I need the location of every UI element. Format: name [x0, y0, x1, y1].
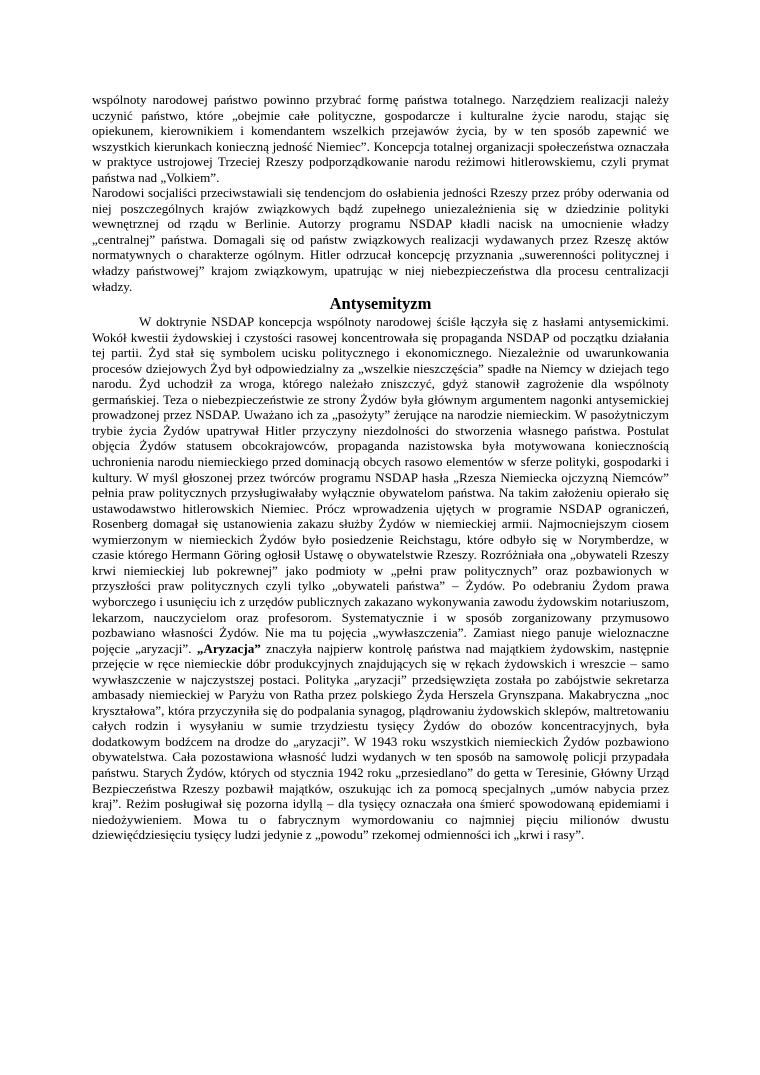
document-page [92, 92, 669, 843]
paragraph-totalitarian-state: wspólnoty narodowej państwo powinno przybrać formę państwa totalnego. Narzędziem realizacji należy uczynić państwo, które „obejmie całe polityczne, gospodarcze i kulturalne życie narodu, stając się opiekunem, kierownikiem i komendantem wszelkich przejawów życia, by w ten sposób zapewnić we wszystkich kierunkach konieczną jedność Niemiec”. Koncepcja totalnej organizacji społeczeństwa oznaczała w praktyce ustrojowej Trzeciej Rzeszy podporządkowanie narodu reżimowi hitlerowskiemu, czyli prymat państwa nad „Volkiem”. [92, 92, 669, 185]
section-heading: Antysemityzm [329, 294, 432, 314]
paragraph-antisemitism [92, 314, 669, 843]
paragraph-centralization: Narodowi socjaliści przeciwstawiali się tendencjom do osłabienia jedności Rzeszy przez próby oderwania od niej poszczególnych krajów związkowych bądź zupełnego uniezależnienia się w dziedzinie polityki wewnętrznej od rządu w Berlinie. Autorzy programu NSDAP kładli nacisk na umocnienie władzy „centralnej” państwa. Domagali się od państw związkowych realizacji wydawanych przez Rzeszę aktów normatywnych o charakterze ogólnym. Hitler odrzucał koncepcję przyznania „suwerenności politycznej i władzy państwowej” krajom związkowym, upatrując w niej niebezpieczeństwa dla procesu centralizacji władzy. [92, 185, 669, 294]
paragraph-antisemitism-part1: W doktrynie NSDAP koncepcja wspólnoty narodowej ściśle łączyła się z hasłami antysemickimi. Wokół kwestii żydowskiej i czystości rasowej koncentrowała się propaganda NSDAP od początku działania tej partii. Żyd stał się symbolem ucisku politycznego i ekonomicznego. Niezależnie od uwarunkowania procesów dziejowych Żyd był odpowiedzialny za „wszelkie nieszczęścia” spadłe na Niemcy w dziejach tego narodu. Żyd uchodził za wroga, którego należało zniszczyć, gdyż stanowił zagrożenie dla wspólnoty germańskiej. Teza o niebezpieczeństwie ze strony Żydów była głównym argumentem nagonki antysemickiej prowadzonej przez NSDAP. Uważano ich za „pasożyty” żerujące na narodzie niemieckim. W pasożytniczym trybie życia Żydów upatrywał Hitler przyczyny niezdolności do stworzenia własnego państwa. Postulat objęcia Żydów statusem obcokrajowców, propaganda nazistowska była motywowana koniecznością uchronienia narodu niemieckiego przed dominacją obcych rasowo elementów w sferze polityki, gospodarki i kultury. W myśl głoszonej przez twórców programu NSDAP hasła „Rzesza Niemiecka ojczyzną Niemców” pełnia praw politycznych przysługiwałaby wyłącznie obywatelom państwa. Na takim założeniu opierało się ustawodawstwo hitlerowskich Niemiec. Prócz wprowadzenia ujętych w programie NSDAP ograniczeń, Rosenberg domagał się ustanowienia zakazu służby Żydów w niemieckiej armii. Najmocniejszym ciosem wymierzonym w niemieckich Żydów było posiedzenie Reichstagu, które odbyło się w Norymberdze, w czasie którego Hermann Göring ogłosił Ustawę o obywatelstwie Rzeszy. Rozróżniała ona „obywateli Rzeszy krwi niemieckiej lub pokrewnej” jako podmioty w „pełni praw politycznych” oraz pozbawionych w przyszłości praw politycznych czyli tylko „obywateli państwa” – Żydów. Po odebraniu Żydom prawa wyborczego i usunięciu ich z urzędów publicznych zakazano wykonywania zawodu żydowskim notariuszom, lekarzom, nauczycielom oraz profesorom. Systematycznie i w sposób zorganizowany przymusowo pozbawiano własności Żydów. Nie ma tu pojęcia „wywłaszczenia”. Zamiast niego panuje wieloznaczne pojęcie „aryzacji”. [92, 314, 669, 656]
paragraph-antisemitism-part2: znaczyła najpierw kontrolę państwa nad majątkiem żydowskim, następnie przejęcie w ręce niemieckie dóbr produkcyjnych znajdujących się w rękach żydowskich i wreszcie – samo wywłaszczenie w najczystszej postaci. Polityka „aryzacji” przedsięwzięta została po zabójstwie sekretarza ambasady niemieckiej w Paryżu von Ratha przez polskiego Żyda Herszela Grynszpana. Makabryczna „noc kryształowa”, która przyczyniła się do podpalania synagog, plądrowaniu żydowskich sklepów, maltretowaniu całych rodzin i wysyłaniu w sumie trzydziestu tysięcy Żydów do obozów koncentracyjnych, była dodatkowym bodźcem na drodze do „aryzacji”. W 1943 roku wszystkich niemieckich Żydów pozbawiono obywatelstwa. Cała pozostawiona własność ludzi wydanych w ten sposób na samowolę policji przypadała państwu. Starych Żydów, których od stycznia 1942 roku „przesiedlano” do getta w Teresinie, Główny Urząd Bezpieczeństwa Rzeszy pozbawił majątków, oszukując ich za pomocą specjalnych „umów nabycia przez kraj”. Reżim posługiwał się pozorna idyllą – dla tysięcy oznaczała ona śmierć spowodowaną epidemiami i niedożywieniem. Mowa tu o fabrycznym wymordowaniu co najmniej pięciu milionów dwustu dziewięćdziesięciu tysięcy ludzi jedynie z „powodu” rzekomej odmienności ich „krwi i rasy”. [92, 640, 669, 843]
bold-term-aryzacja: „Aryzacja” [196, 640, 261, 656]
